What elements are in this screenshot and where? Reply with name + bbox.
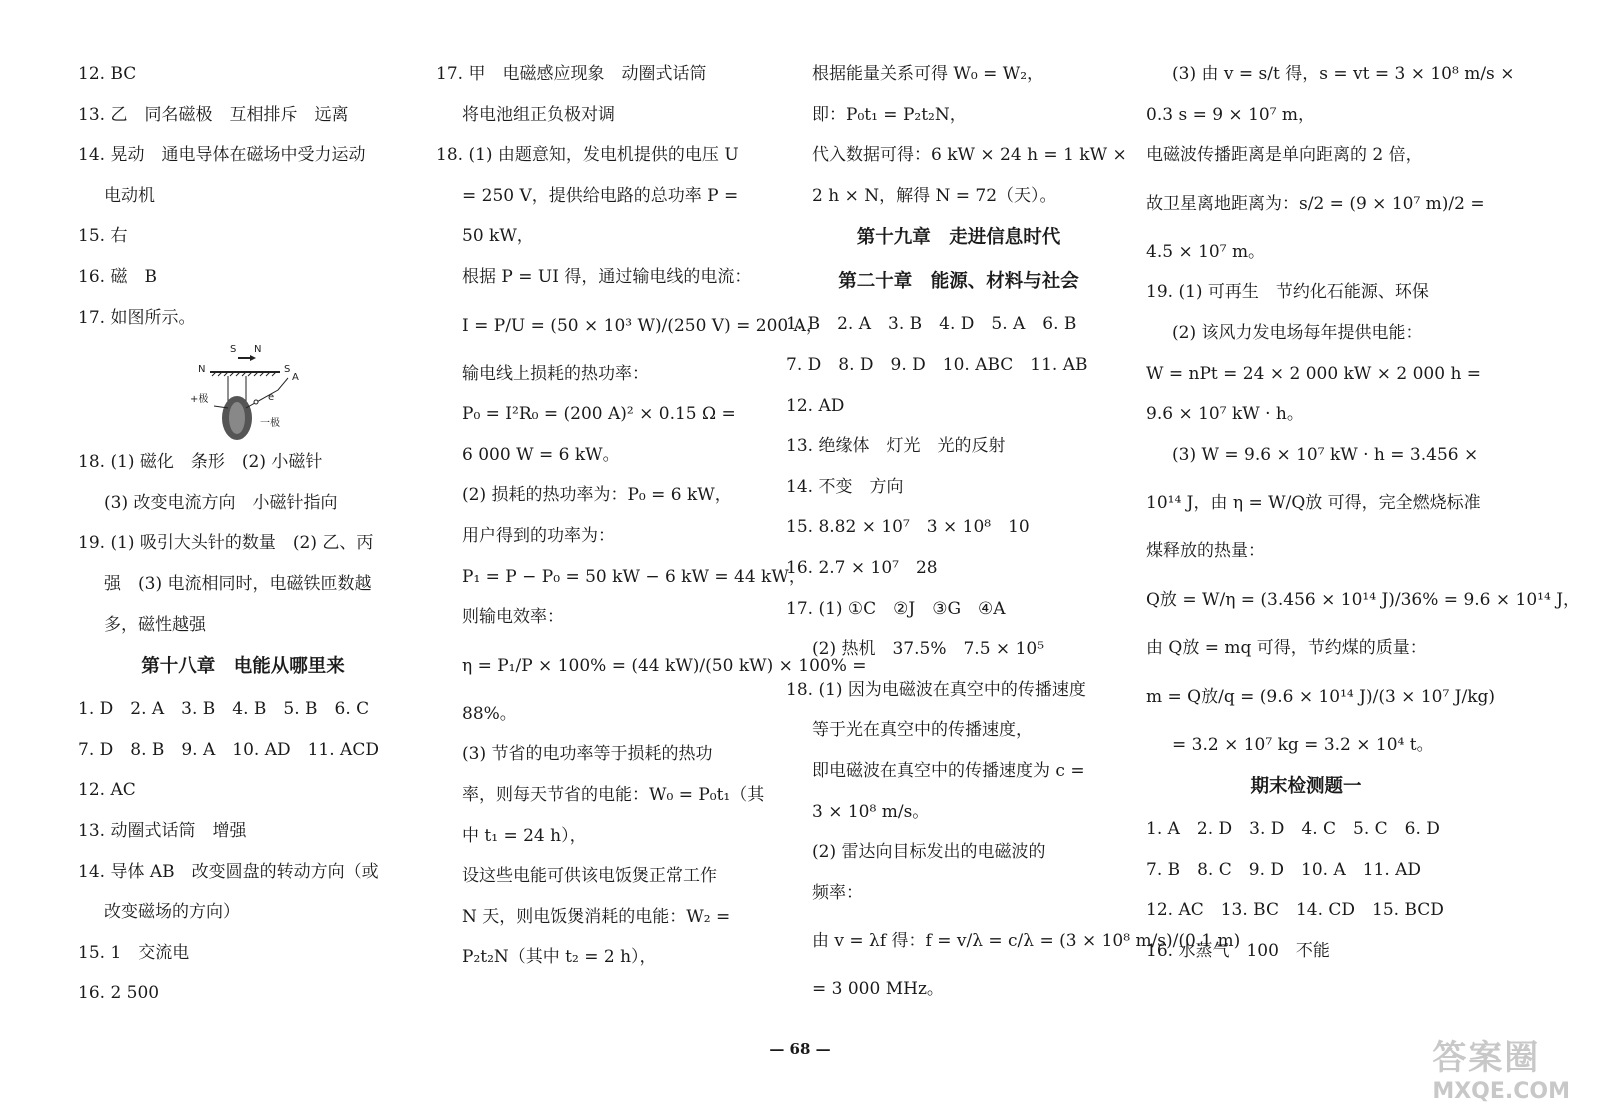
answer-line: 2 h × N，解得 N = 72（天）。 [812, 185, 1057, 206]
answer-line: 中 t₁ = 24 h）， [462, 825, 587, 846]
answer-line: = 3 000 MHz。 [812, 979, 944, 1000]
answer-line: 88%。 [462, 703, 517, 724]
answer-line: 强 (3) 电流相同时，电磁铁匝数越 [104, 573, 372, 594]
answer-line: 16. 磁 B [78, 266, 157, 287]
answer-line: 12. AC [78, 780, 136, 801]
answer-line: 即电磁波在真空中的传播速度为 c = [812, 760, 1085, 781]
fig-label-left-n: N [198, 364, 206, 376]
arrow-head-icon [250, 355, 256, 361]
answer-line: P₂t₂N（其中 t₂ = 2 h）， [462, 947, 657, 968]
formula-line: 由 v = λf 得：f = v/λ = c/λ = (3 × 10⁸ m/s)/(0.1 m) [812, 931, 1241, 952]
coil-core [229, 402, 245, 434]
fig-label-plus: +极 [190, 394, 209, 406]
answer-line: (2) 该风力发电场每年提供电能： [1172, 322, 1423, 343]
answer-line: 等于光在真空中的传播速度， [812, 720, 1033, 741]
answer-line: 16. 2 500 [78, 983, 160, 1004]
formula-line: P₀ = I²R₀ = (200 A)² × 0.15 Ω = [462, 404, 736, 425]
answer-line: 12. AC 13. BC 14. CD 15. BCD [1146, 900, 1444, 921]
answer-line: 由 Q放 = mq 可得，节约煤的质量： [1146, 637, 1427, 658]
answer-line: 13. 绝缘体 灯光 光的反射 [786, 436, 1006, 457]
formula-line: (3) 由 v = s/t 得，s = vt = 3 × 10⁸ m/s × [1172, 64, 1515, 84]
answer-line: 18. (1) 因为电磁波在真空中的传播速度 [786, 679, 1086, 700]
chapter-heading: 第十九章 走进信息时代 [856, 227, 1061, 249]
answer-line: 19. (1) 可再生 节约化石能源、环保 [1146, 282, 1429, 303]
answer-line: (2) 损耗的热功率为：P₀ = 6 kW， [462, 485, 732, 506]
fig-label-minus: 一极 [260, 418, 280, 430]
answer-line: (3) 节省的电功率等于损耗的热功 [462, 744, 713, 765]
answer-line: 3 × 10⁸ m/s。 [812, 801, 930, 822]
answer-line: 14. 晃动 通电导体在磁场中受力运动 [78, 145, 366, 166]
answer-column-4 [1146, 54, 1581, 972]
formula-line: 10¹⁴ J，由 η = W/Q放 可得，完全燃烧标准 [1146, 493, 1481, 514]
answer-line: 设这些电能可供该电饭煲正常工作 [462, 866, 717, 887]
answer-line: 电动机 [104, 185, 155, 206]
formula-line: Q放 = W/η = (3.456 × 10¹⁴ J)/36% = 9.6 × 10¹⁴ J， [1146, 589, 1581, 610]
answer-line: N 天，则电饭煲消耗的电能：W₂ = [462, 906, 731, 927]
electromagnet-figure [78, 338, 408, 442]
fig-label-right-s: S [284, 364, 291, 376]
answer-line: = 250 V，提供给电路的总功率 P = [462, 185, 739, 206]
answer-line: 15. 8.82 × 10⁷ 3 × 10⁸ 10 [786, 517, 1030, 538]
fig-label-e: e [268, 392, 275, 404]
formula-line: η = P₁/P × 100% = (44 kW)/(50 kW) × 100% = [462, 655, 867, 676]
answer-line: 1. B 2. A 3. B 4. D 5. A 6. B [786, 314, 1077, 335]
answer-line: 14. 导体 AB 改变圆盘的转动方向（或 [78, 861, 379, 882]
formula-line: I = P/U = (50 × 10³ W)/(250 V) = 200 A， [462, 315, 823, 336]
answer-line: 6 000 W = 6 kW。 [462, 444, 620, 465]
answer-line: 14. 不变 方向 [786, 476, 904, 497]
answer-line: 19. (1) 吸引大头针的数量 (2) 乙、丙 [78, 533, 374, 554]
answer-line: 12. AD [786, 395, 845, 416]
answer-line: 17. 甲 电磁感应现象 动圈式话筒 [436, 64, 707, 84]
page-number: — 68 — [769, 1040, 831, 1058]
answer-line: 根据 P = UI 得，通过输电线的电流： [462, 266, 752, 287]
answer-line: = 3.2 × 10⁷ kg = 3.2 × 10⁴ t。 [1172, 734, 1434, 755]
answer-line: 4.5 × 10⁷ m。 [1146, 241, 1266, 262]
fig-label-n: N [254, 344, 262, 356]
fig-label-s: S [230, 344, 237, 356]
answer-line: 多，磁性越强 [104, 614, 206, 635]
formula-line: P₁ = P − P₀ = 50 kW − 6 kW = 44 kW， [462, 566, 806, 587]
answer-line: 则输电效率： [462, 607, 564, 628]
formula-line: W = nPt = 24 × 2 000 kW × 2 000 h = [1146, 363, 1482, 384]
answer-line: 根据能量关系可得 W₀ = W₂， [812, 64, 1045, 84]
answer-line: 煤释放的热量： [1146, 541, 1265, 562]
answer-line: 9.6 × 10⁷ kW · h。 [1146, 404, 1304, 425]
fig-label-a: A [292, 372, 299, 384]
answer-line: 15. 右 [78, 226, 128, 247]
answer-column-1 [78, 54, 408, 1014]
chapter-heading: 第二十章 能源、材料与社会 [838, 271, 1079, 293]
answer-line: (3) W = 9.6 × 10⁷ kW · h = 3.456 × [1172, 444, 1479, 465]
answer-line: 代入数据可得：6 kW × 24 h = 1 kW × [812, 145, 1127, 166]
answer-line: 13. 乙 同名磁极 互相排斥 远离 [78, 104, 349, 125]
watermark-logo-text: 答案圈 [1432, 1038, 1541, 1078]
answer-line: 16. 水蒸气 100 不能 [1146, 940, 1330, 961]
answer-line: 7. B 8. C 9. D 10. A 11. AD [1146, 859, 1422, 880]
answer-line: 0.3 s = 9 × 10⁷ m， [1146, 104, 1316, 125]
answer-line: 16. 2.7 × 10⁷ 28 [786, 557, 938, 578]
answer-line: (3) 改变电流方向 小磁针指向 [104, 492, 338, 513]
watermark [1432, 1030, 1570, 1104]
formula-line: 故卫星离地距离为：s/2 = (9 × 10⁷ m)/2 = [1146, 193, 1485, 214]
chapter-heading: 期末检测题一 [1250, 776, 1362, 798]
answer-line: 18. (1) 磁化 条形 (2) 小磁针 [78, 452, 323, 473]
answer-line: 17. (1) ①C ②J ③G ④A [786, 598, 1006, 619]
terminal [254, 400, 258, 404]
answer-line: (2) 热机 37.5% 7.5 × 10⁵ [812, 639, 1045, 660]
answer-line: 7. D 8. B 9. A 10. AD 11. ACD [78, 739, 379, 760]
answer-line: 率，则每天节省的电能：W₀ = P₀t₁（其 [462, 784, 765, 805]
answer-line: 50 kW， [462, 226, 534, 247]
answer-line: 将电池组正负极对调 [462, 104, 615, 125]
answer-line: 输电线上损耗的热功率： [462, 363, 649, 384]
answer-line: 15. 1 交流电 [78, 942, 190, 963]
answer-line: 1. D 2. A 3. B 4. B 5. B 6. C [78, 699, 370, 720]
answer-line: (2) 雷达向目标发出的电磁波的 [812, 842, 1046, 863]
answer-line: 频率： [812, 882, 863, 903]
wire [214, 378, 288, 408]
formula-line: m = Q放/q = (9.6 × 10¹⁴ J)/(3 × 10⁷ J/kg) [1146, 686, 1496, 707]
answer-line: 12. BC [78, 64, 137, 84]
answer-line: 改变磁场的方向） [104, 902, 240, 923]
answer-line: 即：P₀t₁ = P₂t₂N， [812, 104, 967, 125]
answer-line: 18. (1) 由题意知，发电机提供的电压 U [436, 145, 739, 166]
answer-line: 7. D 8. D 9. D 10. ABC 11. AB [786, 354, 1088, 375]
electromagnet-diagram [78, 338, 408, 442]
answer-line: 用户得到的功率为： [462, 525, 615, 546]
answer-line: 13. 动圈式话筒 增强 [78, 820, 247, 841]
answer-line: 17. 如图所示。 [78, 307, 196, 328]
answer-line: 电磁波传播距离是单向距离的 2 倍， [1146, 145, 1423, 166]
answer-line: 1. A 2. D 3. D 4. C 5. C 6. D [1146, 819, 1440, 840]
watermark-url: MXQE.COM [1432, 1079, 1570, 1104]
chapter-heading: 第十八章 电能从哪里来 [141, 656, 345, 678]
